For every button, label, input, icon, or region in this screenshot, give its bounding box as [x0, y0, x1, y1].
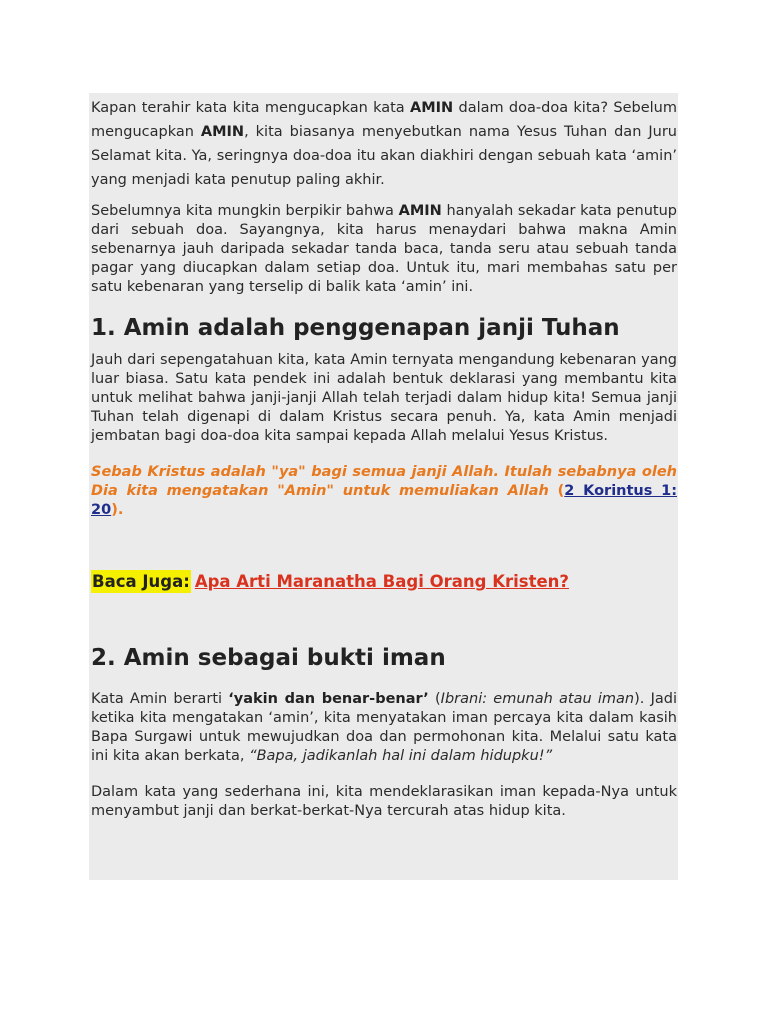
italic-quote: “Bapa, jadikanlah hal ini dalam hidupku!” — [249, 748, 553, 764]
text: Kata Amin berarti — [91, 691, 229, 707]
text: ( — [428, 691, 441, 707]
text: Kapan terahir kata kita mengucapkan kata — [91, 100, 410, 116]
baca-juga-link[interactable]: Apa Arti Maranatha Bagi Orang Kristen? — [194, 572, 570, 591]
bold-amin: AMIN — [200, 124, 245, 140]
section-2-body — [91, 690, 677, 766]
second-paragraph — [91, 202, 677, 297]
baca-juga-label: Baca Juga: — [92, 572, 190, 591]
text: hanyalah sekadar kata penutup dari sebuah doa. Sayangnya, kita harus menaydari bahwa makna Amin sebenarnya jauh daripada sekadar tanda baca, tanda seru atau sebuah tanda pagar yang diucapkan dalam setiap doa. Untuk itu, mari membahas satu per satu kebenaran yang terselip di balik kata ‘amin’ ini. — [91, 203, 677, 295]
article-content — [91, 96, 677, 821]
bible-quote — [91, 463, 677, 520]
bold-phrase: ‘yakin dan benar-benar’ — [228, 691, 429, 707]
bold-amin: AMIN — [410, 100, 454, 116]
text: , kita biasanya menyebutkan nama Yesus Tuhan dan Juru Selamat kita. Ya, seringnya doa-doa itu akan diakhiri dengan sebuah kata ‘amin’ yang menjadi kata penutup paling akhir. — [91, 124, 677, 188]
text: ). Jadi ketika kita mengatakan ‘amin’, kita menyatakan iman percaya kita dalam kasih Bapa Surgawi untuk mewujudkan doa dan permohonan kita. Melalui satu kata ini kita akan berkata, — [91, 691, 677, 764]
text: Sebelumnya kita mungkin berpikir bahwa — [91, 203, 399, 219]
bible-reference-link[interactable]: 2 Korintus 1: 20 — [91, 483, 677, 518]
section-2-heading: 2. Amin sebagai bukti iman — [91, 645, 446, 671]
bold-amin: AMIN — [398, 203, 442, 219]
paren: ). — [111, 502, 124, 518]
paren: ( — [557, 483, 565, 499]
section-1-body: Jauh dari sepengatahuan kita, kata Amin ternyata mengandung kebenaran yang luar biasa. Satu kata pendek ini adalah bentuk deklarasi yang membantu kita untuk melihat bahwa janji-janji Allah telah terjadi dalam hidup kita! Semua janji Tuhan telah digenapi di dalam Kristus secara penuh. Ya, kata Amin menjadi jembatan bagi doa-doa kita sampai kepada Allah melalui Yesus Kristus. — [91, 352, 677, 444]
quote-text: Sebab Kristus adalah "ya" bagi semua janji Allah. Itulah sebabnya oleh Dia kita mengatakan "Amin" untuk memuliakan Allah — [91, 464, 677, 499]
italic-phrase: Ibrani: emunah atau iman — [440, 691, 635, 707]
section-2-body-2: Dalam kata yang sederhana ini, kita mendeklarasikan iman kepada-Nya untuk menyambut janji dan berkat-berkat-Nya tercurah atas hidup kita. — [91, 784, 677, 819]
baca-juga — [91, 567, 677, 597]
intro-paragraph — [91, 96, 677, 192]
section-1-heading: 1. Amin adalah penggenapan janji Tuhan — [91, 315, 620, 341]
text: dalam doa-doa kita? Sebelum mengucapkan — [91, 100, 677, 140]
